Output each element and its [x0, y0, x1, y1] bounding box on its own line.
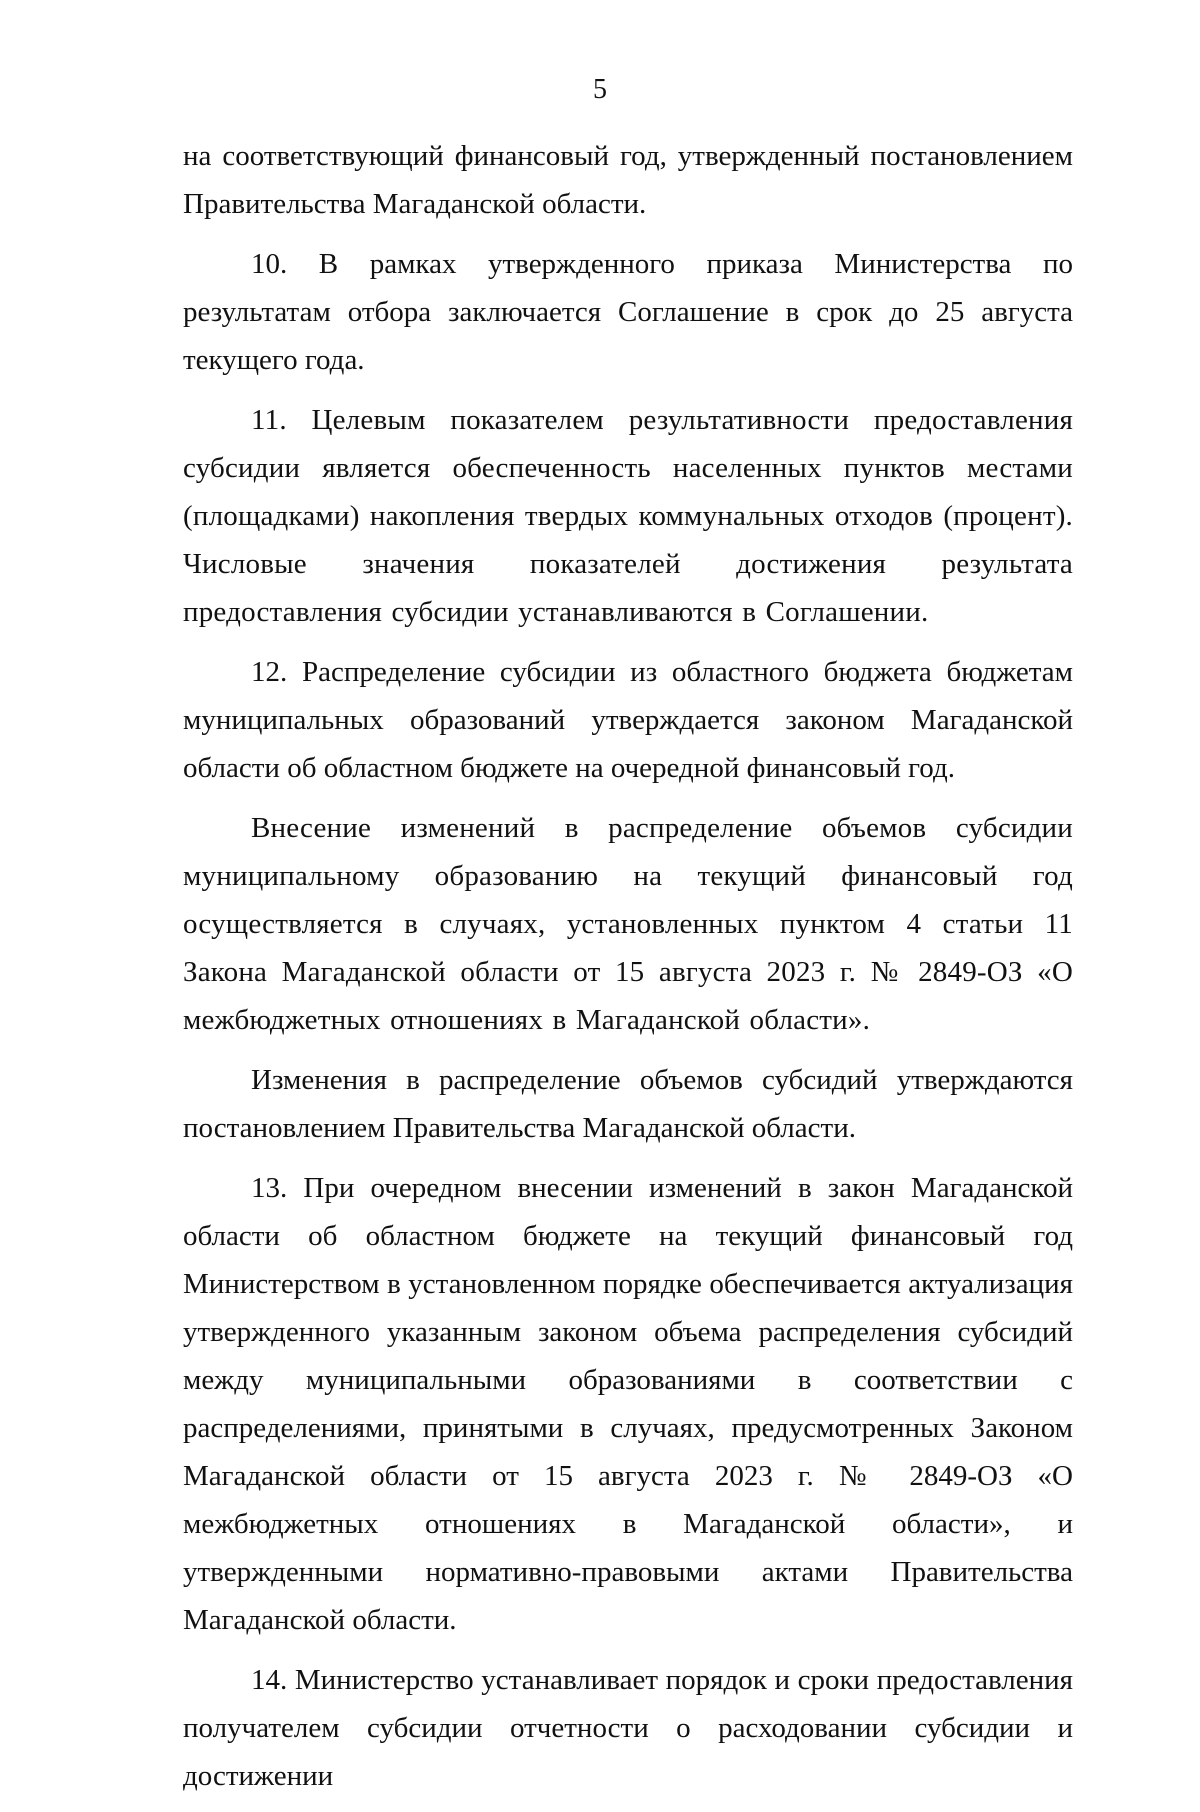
paragraph-redistribution: Внесение изменений в распределение объемов субсидии муниципальному образованию на текущий финансовый год осуществляется в случаях, установленных пунктом 4 статьи 11 Закона Магаданской области от 15 августа 2023 г. № 2849-ОЗ «О межбюджетных отношениях в Магаданской области».	[183, 812, 1073, 1036]
page-number: 5	[593, 74, 607, 105]
paragraph-10: 10. В рамках утвержденного приказа Министерства по результатам отбора заключается Соглашение в срок до 25 августа текущего года.	[183, 248, 1073, 376]
paragraph-12: 12. Распределение субсидии из областного бюджета бюджетам муниципальных образований утверждается законом Магаданской области об областном бюджете на очередной финансовый год.	[183, 656, 1073, 784]
paragraph-14: 14. Министерство устанавливает порядок и сроки предоставления получателем субсидии отчетности о расходовании субсидии и достижении	[183, 1664, 1073, 1792]
paragraph-continuation: на соответствующий финансовый год, утвержденный постановлением Правительства Магаданской области.	[183, 140, 1073, 220]
document-body	[183, 132, 1073, 1812]
paragraph-13: 13. При очередном внесении изменений в закон Магаданской области об областном бюджете на текущий финансовый год Министерством в установленном порядке обеспечивается актуализация утвержденного указанным законом объема распределения субсидий между муниципальными образованиями в соответствии с распределениями, принятыми в случаях, предусмотренных Законом Магаданской области от 15 августа 2023 г. № 2849-ОЗ «О межбюджетных отношениях в Магаданской области», и утвержденными нормативно-правовыми актами Правительства Магаданской области.	[183, 1172, 1073, 1636]
paragraph-11: 11. Целевым показателем результативности предоставления субсидии является обеспеченность населенных пунктов местами (площадками) накопления твердых коммунальных отходов (процент). Числовые значения показателей достижения результата предоставления субсидии устанавливаются в Соглашении.	[183, 404, 1073, 628]
paragraph-changes-approval: Изменения в распределение объемов субсидий утверждаются постановлением Правительства Магаданской области.	[183, 1064, 1073, 1144]
